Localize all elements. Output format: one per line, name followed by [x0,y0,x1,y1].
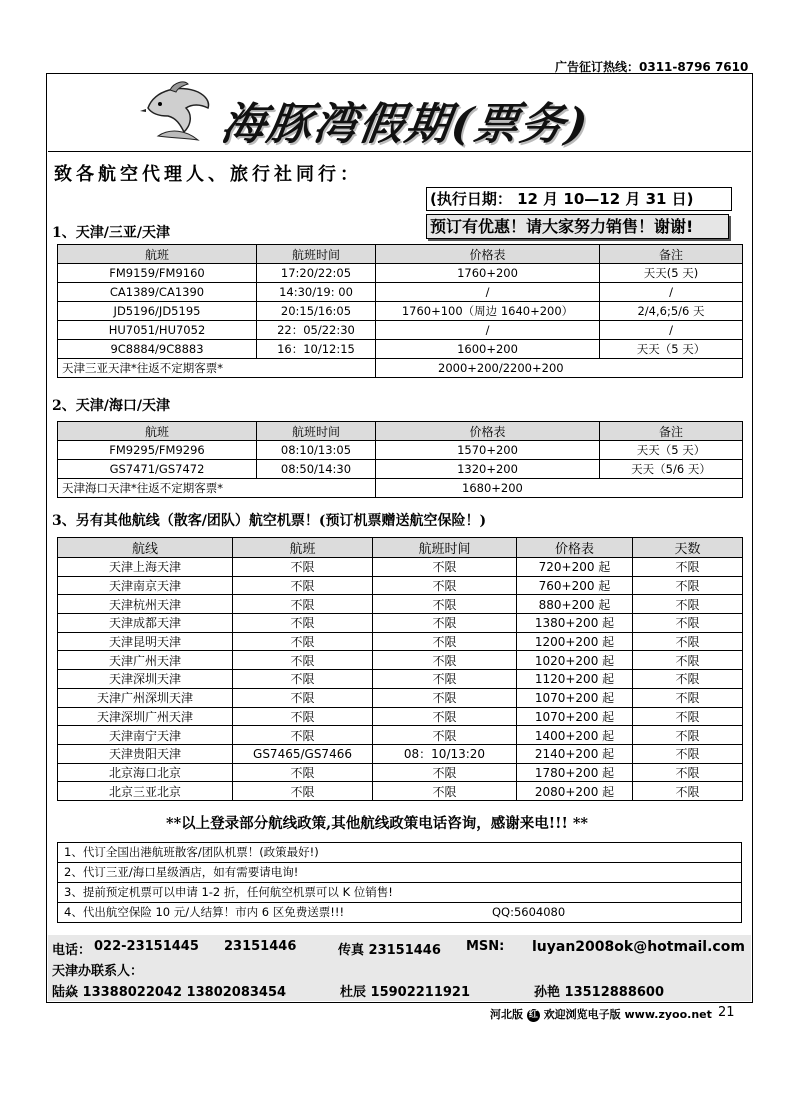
price-cell: 760+200 起 [517,576,633,595]
flight-cell: GS7471/GS7472 [58,460,257,479]
route-cell: 天津上海天津 [58,558,233,577]
flight-cell: FM9295/FM9296 [58,441,257,460]
contact-person-3: 孙艳 13512888600 [534,985,665,1000]
footer-slogan: 欢迎浏览电子版 www.zyoo.net [543,1008,712,1021]
days-cell: 不限 [633,614,743,633]
route-cell: 天津昆明天津 [58,632,233,651]
note-cell: 天天（5 天） [600,340,743,359]
table-row [58,707,743,726]
price-cell: 1320+200 [376,460,600,479]
ad-hotline: 广告征订热线：0311-8796 7610 [555,60,749,74]
phone-1: 022-23151445 [94,939,199,954]
note-text: 2、代订三亚/海口星级酒店，如有需要请电询! [64,865,299,879]
table-header-row [58,422,743,441]
time-cell: 08:10/13:05 [257,441,376,460]
price-cell: 2080+200 起 [517,782,633,801]
days-cell: 不限 [633,763,743,782]
route-cell: 天津深圳天津 [58,670,233,689]
table-row [58,688,743,707]
header-cell: 价格表 [517,538,633,558]
table-row [58,782,743,801]
time-cell: 不限 [373,688,517,707]
header-cell: 航线 [58,538,233,558]
flight-cell: 不限 [233,688,373,707]
days-cell: 不限 [633,632,743,651]
flight-cell: 不限 [233,576,373,595]
qq-number: QQ:5604080 [492,905,566,919]
red-circle-icon: 红 [528,1009,538,1020]
flight-cell: 不限 [233,763,373,782]
price-cell: 2140+200 起 [517,744,633,763]
open-ticket-label: 天津海口天津*往返不定期客票* [58,479,376,498]
flight-cell: GS7465/GS7466 [233,744,373,763]
exec-date-box: (执行日期： 12 月 10—12 月 31 日) [426,187,732,211]
time-cell: 不限 [373,576,517,595]
table-row [58,302,743,321]
other-routes-table [57,537,743,801]
days-cell: 不限 [633,726,743,745]
header-cell: 航班时间 [257,245,376,264]
time-cell: 08：10/13:20 [373,744,517,763]
table-row [58,264,743,283]
days-cell: 不限 [633,651,743,670]
route-cell: 北京三亚北京 [58,782,233,801]
days-cell: 不限 [633,707,743,726]
note-cell: 2/4,6;5/6 天 [600,302,743,321]
dolphin-logo-icon [140,78,215,148]
route-cell: 天津广州天津 [58,651,233,670]
time-cell: 不限 [373,763,517,782]
table-row [58,670,743,689]
time-cell: 不限 [373,707,517,726]
note-item [58,843,741,863]
days-cell: 不限 [633,688,743,707]
header-cell: 航班时间 [373,538,517,558]
header-cell: 价格表 [376,422,600,441]
page-number: 21 [718,1005,735,1020]
fax: 传真 23151446 [338,943,441,958]
table-row [58,558,743,577]
time-cell: 08:50/14:30 [257,460,376,479]
flight-cell: 不限 [233,726,373,745]
days-cell: 不限 [633,558,743,577]
time-cell: 不限 [373,632,517,651]
flight-cell: JD5196/JD5195 [58,302,257,321]
contact-block [48,935,751,1001]
flight-cell: 不限 [233,614,373,633]
flight-cell: 不限 [233,651,373,670]
price-cell: 1120+200 起 [517,670,633,689]
phone-2: 23151446 [224,939,297,954]
service-notes [57,842,742,923]
flight-cell: 9C8884/9C8883 [58,340,257,359]
header-cell: 航班 [58,422,257,441]
price-cell: / [376,321,600,340]
table-row [58,595,743,614]
price-cell: / [376,283,600,302]
days-cell: 不限 [633,576,743,595]
table-row [58,763,743,782]
price-cell: 1400+200 起 [517,726,633,745]
header-cell: 航班时间 [257,422,376,441]
msn-address: luyan2008ok@hotmail.com [532,939,745,955]
note-cell: 天天（5 天） [600,441,743,460]
price-cell: 1760+100（周边 1640+200） [376,302,600,321]
header-cell: 航班 [58,245,257,264]
time-cell: 不限 [373,670,517,689]
contact-person-2: 杜辰 15902211921 [340,985,471,1000]
time-cell: 17:20/22:05 [257,264,376,283]
table-row [58,321,743,340]
price-cell: 1600+200 [376,340,600,359]
note-cell: 天天（5/6 天） [600,460,743,479]
table-row [58,651,743,670]
days-cell: 不限 [633,782,743,801]
days-cell: 不限 [633,595,743,614]
section1-title: 1、天津/三亚/天津 [52,225,170,241]
footnote: **以上登录部分航线政策,其他航线政策电话咨询，感谢来电!!! ** [166,815,589,832]
note-cell: / [600,321,743,340]
sanya-flight-table [57,244,743,378]
note-cell: 天天(5 天) [600,264,743,283]
days-cell: 不限 [633,670,743,689]
table-row [58,726,743,745]
open-ticket-price: 1680+200 [376,479,743,498]
table-row [58,340,743,359]
route-cell: 天津深圳广州天津 [58,707,233,726]
contact-person-1: 陆焱 13388022042 13802083454 [52,985,287,1000]
time-cell: 不限 [373,614,517,633]
time-cell: 22：05/22:30 [257,321,376,340]
price-cell: 880+200 起 [517,595,633,614]
flight-cell: 不限 [233,558,373,577]
note-text: 4、代出航空保险 10 元/人结算！市内 6 区免费送票!!! [64,905,345,919]
flight-cell: HU7051/HU7052 [58,321,257,340]
table-row [58,744,743,763]
price-cell: 1760+200 [376,264,600,283]
price-cell: 1570+200 [376,441,600,460]
brand-title: 海豚湾假期(票务) [217,99,593,150]
price-cell: 1200+200 起 [517,632,633,651]
open-ticket-row [58,359,743,378]
price-cell: 1070+200 起 [517,707,633,726]
haikou-flight-table [57,421,743,498]
note-item [58,903,741,922]
time-cell: 不限 [373,595,517,614]
table-row [58,283,743,302]
route-cell: 北京海口北京 [58,763,233,782]
price-cell: 1070+200 起 [517,688,633,707]
price-cell: 1380+200 起 [517,614,633,633]
time-cell: 不限 [373,726,517,745]
header-cell: 备注 [600,422,743,441]
route-cell: 天津成都天津 [58,614,233,633]
table-row [58,460,743,479]
flight-cell: CA1389/CA1390 [58,283,257,302]
note-item [58,883,741,903]
route-cell: 天津南宁天津 [58,726,233,745]
note-cell: / [600,283,743,302]
msn-label: MSN: [466,939,505,954]
note-item [58,863,741,883]
table-header-row [58,245,743,264]
edition-label: 河北版 [490,1008,523,1021]
table-row [58,614,743,633]
table-row [58,441,743,460]
time-cell: 16：10/12:15 [257,340,376,359]
header-cell: 天数 [633,538,743,558]
table-header-row [58,538,743,558]
flight-cell: FM9159/FM9160 [58,264,257,283]
table-row [58,576,743,595]
time-cell: 不限 [373,558,517,577]
section3-title: 3、另有其他航线（散客/团队）航空机票！(预订机票赠送航空保险！) [52,513,487,529]
route-cell: 天津杭州天津 [58,595,233,614]
flight-cell: 不限 [233,782,373,801]
route-cell: 天津南京天津 [58,576,233,595]
time-cell: 20:15/16:05 [257,302,376,321]
route-cell: 天津贵阳天津 [58,744,233,763]
flight-cell: 不限 [233,707,373,726]
note-text: 3、提前预定机票可以申请 1-2 折，任何航空机票可以 K 位销售! [64,885,393,899]
phone-label: 电话： [52,943,92,958]
flight-cell: 不限 [233,595,373,614]
price-cell: 1780+200 起 [517,763,633,782]
header-cell: 价格表 [376,245,600,264]
footer-edition [490,1006,712,1022]
header-cell: 备注 [600,245,743,264]
price-cell: 1020+200 起 [517,651,633,670]
section2-title: 2、天津/海口/天津 [52,398,170,414]
price-cell: 720+200 起 [517,558,633,577]
open-ticket-price: 2000+200/2200+200 [376,359,743,378]
greeting: 致各航空代理人、旅行社同行： [54,164,362,185]
time-cell: 14:30/19: 00 [257,283,376,302]
table-row [58,632,743,651]
header-cell: 航班 [233,538,373,558]
route-cell: 天津广州深圳天津 [58,688,233,707]
time-cell: 不限 [373,651,517,670]
open-ticket-label: 天津三亚天津*往返不定期客票* [58,359,376,378]
note-text: 1、代订全国出港航班散客/团队机票！(政策最好!) [64,845,319,859]
flight-cell: 不限 [233,670,373,689]
promo-box: 预订有优惠！请大家努力销售！谢谢! [426,214,729,239]
office-contacts-label: 天津办联系人： [52,964,144,979]
time-cell: 不限 [373,782,517,801]
flight-cell: 不限 [233,632,373,651]
days-cell: 不限 [633,744,743,763]
open-ticket-row [58,479,743,498]
